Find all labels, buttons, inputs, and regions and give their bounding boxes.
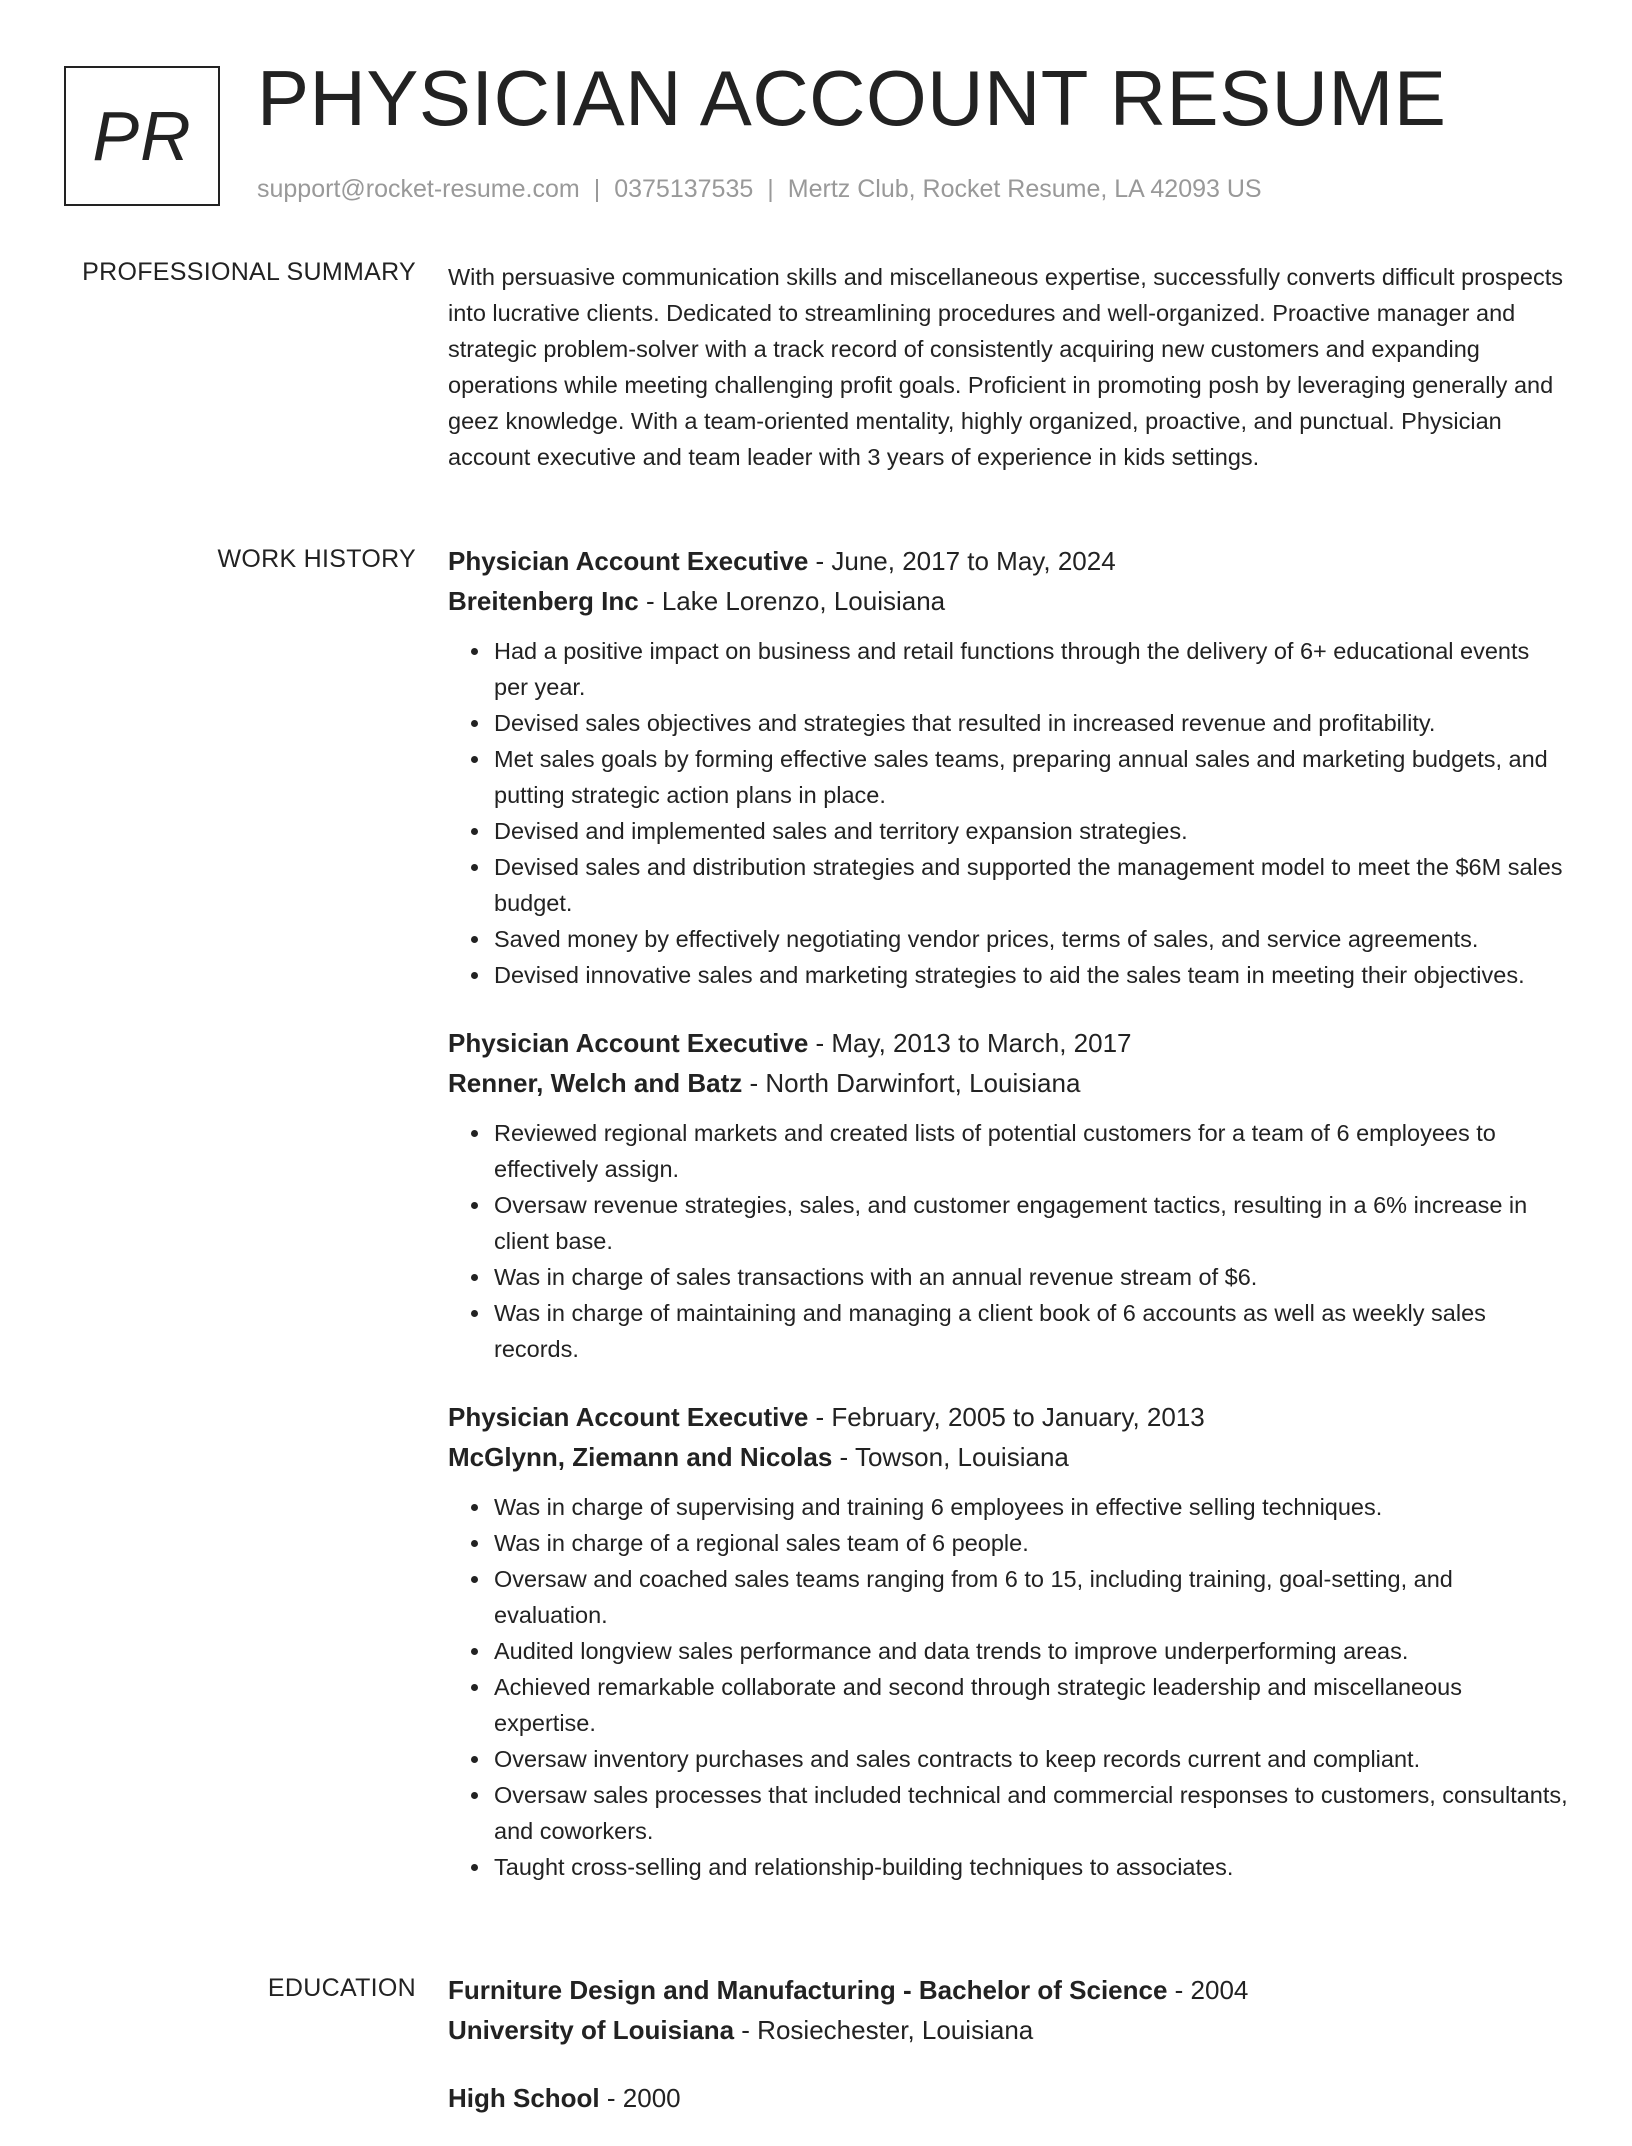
school-name: University of Louisiana [448,2015,735,2045]
bullet-item: • Had a positive impact on business and retail functions through the delivery of 6+ educational events per year. [492,633,1568,705]
bullet-item: • Saved money by effectively negotiating vendor prices, terms of sales, and service agreements. [492,921,1568,957]
resume-title: PHYSICIAN ACCOUNT RESUME [257,54,1447,142]
bullet-item: • Reviewed regional markets and created lists of potential customers for a team of 6 employees to effectively assign. [492,1115,1568,1187]
degree-year: - 2004 [1167,1975,1249,2005]
bullet-item: • Was in charge of supervising and training 6 employees in effective selling techniques. [492,1489,1568,1525]
job-bullets [448,633,1568,993]
separator: | [767,175,774,203]
bullet-item: • Audited longview sales performance and data trends to improve underperforming areas. [492,1633,1568,1669]
job-title: Physician Account Executive [448,1402,809,1432]
bullet-item: • Oversaw inventory purchases and sales contracts to keep records current and compliant. [492,1741,1568,1777]
job-title: Physician Account Executive [448,546,809,576]
job-title: Physician Account Executive [448,1028,809,1058]
bullet-item: • Was in charge of a regional sales team of 6 people. [492,1525,1568,1561]
bullet-item: • Devised and implemented sales and territory expansion strategies. [492,813,1568,849]
job-dates: - February, 2005 to January, 2013 [808,1402,1205,1432]
company-name: Renner, Welch and Batz [448,1068,743,1098]
degree-name: High School [448,2083,600,2113]
company-location: - Towson, Louisiana [832,1442,1069,1472]
job-entry [448,1023,1568,1367]
company-name: McGlynn, Ziemann and Nicolas [448,1442,833,1472]
bullet-item: • Devised innovative sales and marketing strategies to aid the sales team in meeting their objectives. [492,957,1568,993]
job-entry [448,1397,1568,1885]
bullet-item: • Taught cross-selling and relationship-building techniques to associates. [492,1849,1568,1885]
job-title-line [448,1023,1568,1063]
contact-address: Mertz Club, Rocket Resume, LA 42093 US [787,175,1262,203]
education-list [448,1970,1568,2146]
bullet-item: • Was in charge of sales transactions with an annual revenue stream of $6. [492,1259,1568,1295]
summary-text: With persuasive communication skills and miscellaneous expertise, successfully converts difficult prospects into lucrative clients. Dedicated to streamlining procedures and well-organized. Proactive manager and strategic problem-solver with a track record of consistently acquiring new customers and expanding operations while meeting challenging profit goals. Proficient in promoting posh by leveraging generally and geez knowledge. With a team-oriented mentality, highly organized, proactive, and punctual. Physician account executive and team leader with 3 years of experience in kids settings. [448,264,1563,470]
job-dates: - June, 2017 to May, 2024 [808,546,1116,576]
education-entry [448,1970,1568,2050]
bullet-item: • Achieved remarkable collaborate and second through strategic leadership and miscellaneous expertise. [492,1669,1568,1741]
contact-phone[interactable]: 0375137535 [614,175,754,203]
bullet-item: • Devised sales and distribution strategies and supported the management model to meet the $6M sales budget. [492,849,1568,921]
contact-email[interactable]: support@rocket-resume.com [257,175,580,203]
degree-name: Furniture Design and Manufacturing - Bachelor of Science [448,1975,1168,2005]
school-line [448,2010,1568,2050]
separator: | [593,175,601,203]
bullet-item: • Oversaw and coached sales teams ranging from 6 to 15, including training, goal-setting, and evaluation. [492,1561,1568,1633]
job-dates: - May, 2013 to March, 2017 [808,1028,1132,1058]
education-heading: EDUCATION [267,1974,416,2002]
summary-heading: PROFESSIONAL SUMMARY [82,258,416,286]
job-bullets [448,1115,1568,1367]
job-title-line [448,541,1568,581]
degree-line [448,1970,1568,2010]
initials-monogram: PR [64,66,220,206]
company-location: - North Darwinfort, Louisiana [742,1068,1081,1098]
bullet-item: • Was in charge of maintaining and managing a client book of 6 accounts as well as weekly sales records. [492,1295,1568,1367]
company-line [448,1437,1568,1477]
bullet-item: • Oversaw revenue strategies, sales, and customer engagement tactics, resulting in a 6% increase in client base. [492,1187,1568,1259]
degree-year: - 2000 [599,2083,681,2113]
bullet-item: • Devised sales objectives and strategies that resulted in increased revenue and profitability. [492,705,1568,741]
jobs-list [448,541,1568,1915]
company-name: Breitenberg Inc [448,586,639,616]
job-title-line [448,1397,1568,1437]
contact-line [257,175,1262,204]
job-bullets [448,1489,1568,1885]
job-entry [448,541,1568,993]
degree-line [448,2078,1568,2118]
school-location: - Rosiechester, Louisiana [734,2015,1034,2045]
work-history-heading: WORK HISTORY [217,545,416,573]
bullet-item: • Met sales goals by forming effective sales teams, preparing annual sales and marketing budgets, and putting strategic action plans in place. [492,741,1568,813]
education-entry [448,2078,1568,2118]
company-line [448,1063,1568,1103]
company-line [448,581,1568,621]
company-location: - Lake Lorenzo, Louisiana [638,586,946,616]
bullet-item: • Oversaw sales processes that included technical and commercial responses to customers, consultants, and coworkers. [492,1777,1568,1849]
